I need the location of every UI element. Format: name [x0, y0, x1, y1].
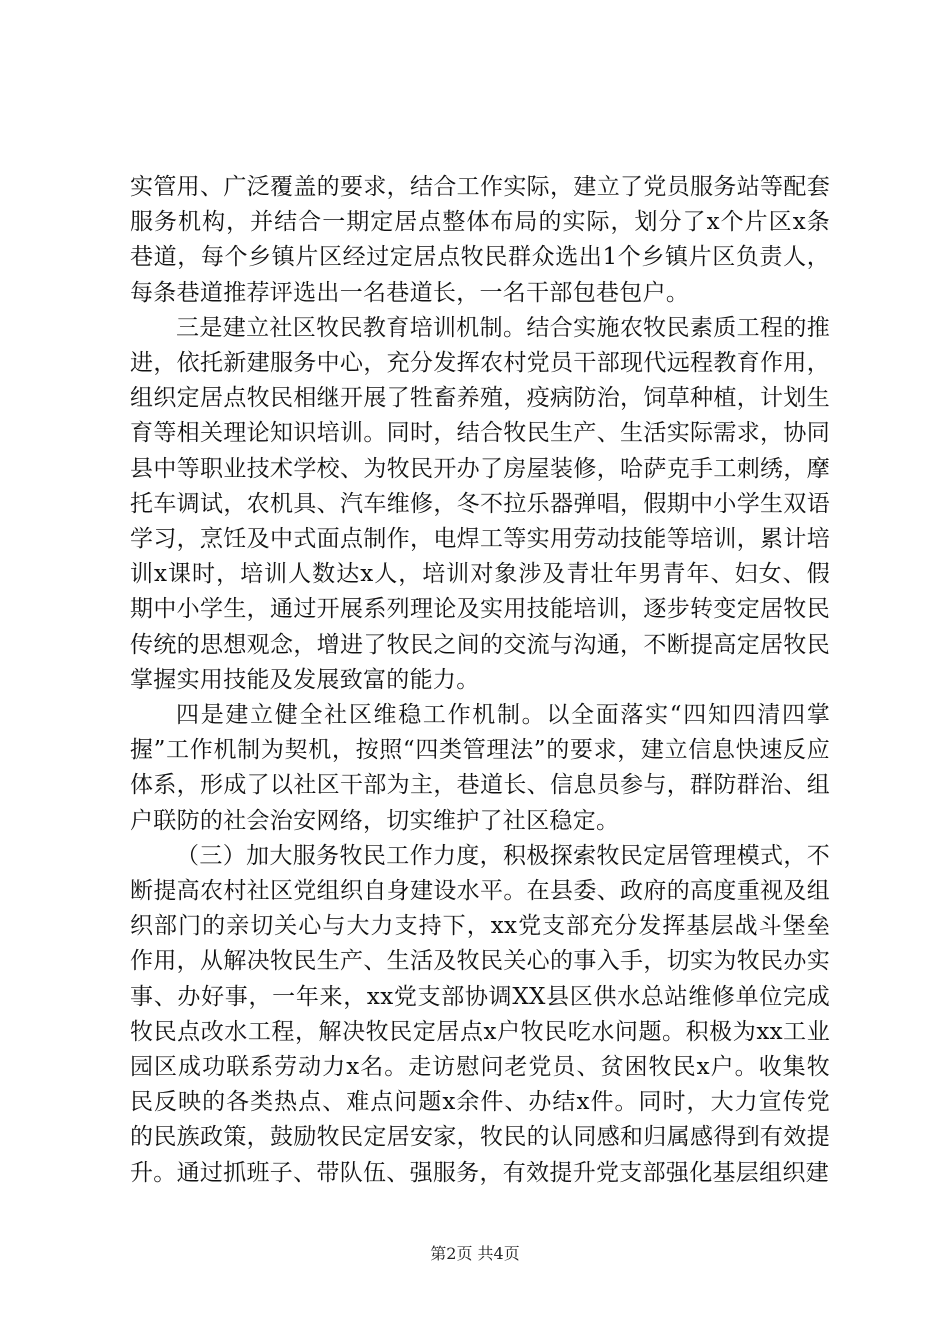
paragraph-education-training: 三是建立社区牧民教育培训机制。结合实施农牧民素质工程的推进，依托新建服务中心，充分发挥农村党员干部现代远程教育作用，组织定居点牧民相继开展了牲畜养殖，疫病防治，饲草种植，计划生育等相关理论知识培训。同时，结合牧民生产、生活实际需求，协同县中等职业技术学校、为牧民开办了房屋装修，哈萨克手工刺绣，摩托车调试，农机具、汽车维修，冬不拉乐器弹唱，假期中小学生双语学习，烹饪及中式面点制作，电焊工等实用劳动技能等培训，累计培训x课时，培训人数达x人，培训对象涉及青壮年男青年、妇女、假期中小学生，通过开展系列理论及实用技能培训，逐步转变定居牧民传统的思想观念，增进了牧民之间的交流与沟通，不断提高定居牧民掌握实用技能及发展致富的能力。 [130, 314, 830, 693]
page-number-label: 第2页 共4页 [430, 1244, 520, 1263]
paragraph-service-herders: （三）加大服务牧民工作力度，积极探索牧民定居管理模式，不断提高农村社区党组织自身建设水平。在县委、政府的高度重视及组织部门的亲切关心与大力支持下，xx党支部充分发挥基层战斗堡垒作用，从解决牧民生产、生活及牧民关心的事入手，切实为牧民办实事、办好事，一年来，xx党支部协调XX县区供水总站维修单位完成牧民点改水工程，解决牧民定居点x户牧民吃水问题。积极为xx工业园区成功联系劳动力x名。走访慰问老党员、贫困牧民x户。收集牧民反映的各类热点、难点问题x余件、办结x件。同时，大力宣传党的民族政策，鼓励牧民定居安家，牧民的认同感和归属感得到有效提升。通过抓班子、带队伍、强服务，有效提升党支部强化基层组织建 [130, 842, 830, 1186]
document-body [130, 170, 830, 1191]
paragraph-stability-mechanism: 四是建立健全社区维稳工作机制。以全面落实“四知四清四掌握”工作机制为契机，按照“四类管理法”的要求，建立信息快速反应体系，形成了以社区干部为主，巷道长、信息员参与，群防群治、组户联防的社会治安网络，切实维护了社区稳定。 [130, 702, 830, 834]
paragraph-continuation: 实管用、广泛覆盖的要求，结合工作实际，建立了党员服务站等配套服务机构，并结合一期定居点整体布局的实际，划分了x个片区x条巷道，每个乡镇片区经过定居点牧民群众选出1个乡镇片区负责人，每条巷道推荐评选出一名巷道长，一名干部包巷包户。 [130, 174, 830, 306]
page-footer [0, 1244, 950, 1264]
